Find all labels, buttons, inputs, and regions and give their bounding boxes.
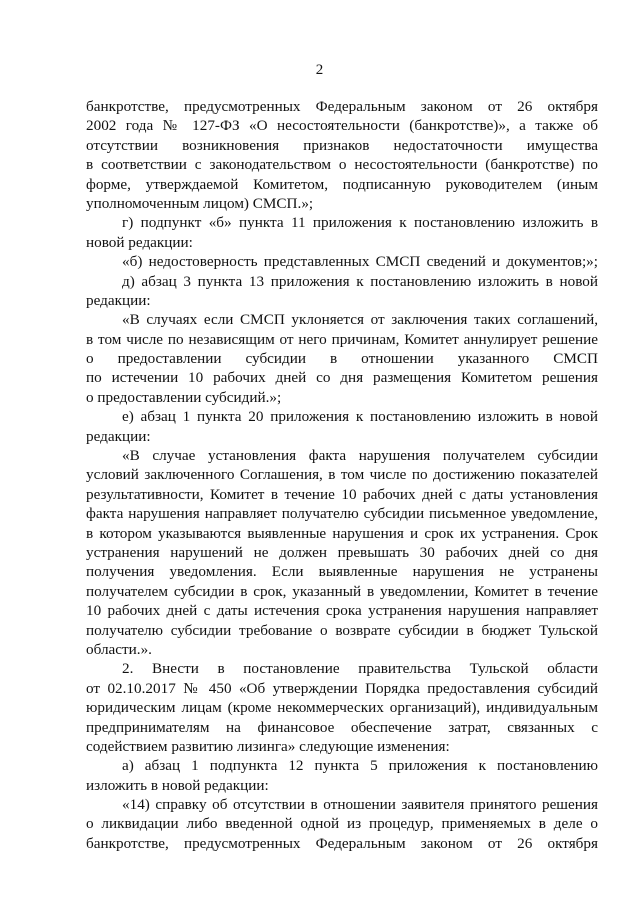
text-line: банкротстве, предусмотренных Федеральным законом от 26 октября bbox=[86, 98, 598, 115]
text-line: новой редакции: bbox=[86, 233, 193, 251]
text-line: факта нарушения направляет получателю субсидии письменное уведомление, bbox=[86, 505, 598, 523]
text-line: отсутствии возникновения признаков недостаточности имущества bbox=[86, 136, 598, 154]
text-line: получения уведомления. Если выявленные нарушения не устранены bbox=[86, 563, 598, 581]
text-line: д) абзац 3 пункта 13 приложения к постановлению изложить в новой bbox=[122, 272, 598, 290]
text-line: а) абзац 1 подпункта 12 пункта 5 приложения к постановлению bbox=[122, 757, 598, 775]
text-line: г) подпункт «б» пункта 11 приложения к постановлению изложить в bbox=[122, 214, 598, 232]
text-line: по истечении 10 рабочих дней со дня размещения Комитетом решения bbox=[86, 369, 598, 387]
text-line: 2. Внести в постановление правительства Тульской области bbox=[122, 660, 598, 678]
text-line: от 02.10.2017 № 450 «Об утверждении Порядка предоставления субсидий bbox=[86, 679, 598, 697]
text-line: «б) недостоверность представленных СМСП сведений и документов;»; bbox=[122, 253, 598, 271]
text-line: о предоставлении субсидии в отношении указанного СМСП bbox=[86, 350, 598, 368]
text-line: «14) справку об отсутствии в отношении заявителя принятого решения bbox=[122, 796, 598, 814]
text-line: «В случае установления факта нарушения получателем субсидии bbox=[122, 447, 598, 465]
text-line: о предоставлении субсидий.»; bbox=[86, 388, 282, 406]
text-line: форме, утверждаемой Комитетом, подписанную руководителем (иным bbox=[86, 175, 598, 193]
text-line: в котором указываются выявленные нарушения и срок их устранения. Срок bbox=[86, 524, 598, 542]
text-line: юридическим лицам (кроме некоммерческих организаций), индивидуальным bbox=[86, 699, 598, 717]
text-line: редакции: bbox=[86, 291, 151, 309]
text-line: в соответствии с законодательством о несостоятельности (банкротстве) по bbox=[86, 156, 598, 174]
text-line: области.». bbox=[86, 640, 152, 658]
text-line: уполномоченным лицом) СМСП.»; bbox=[86, 194, 314, 212]
text-line: 2002 года № 127-ФЗ «О несостоятельности (банкротстве)», а также об bbox=[86, 117, 598, 135]
document-body bbox=[86, 97, 598, 853]
text-line: результативности, Комитет в течение 10 рабочих дней с даты установления bbox=[86, 485, 598, 503]
text-line: о ликвидации либо введенной одной из процедур, применяемых в деле о bbox=[86, 815, 598, 833]
text-line: в том числе по независящим от него причинам, Комитет аннулирует решение bbox=[86, 330, 598, 348]
text-line: е) абзац 1 пункта 20 приложения к постановлению изложить в новой bbox=[122, 408, 598, 426]
text-line: «В случаях если СМСП уклоняется от заключения таких соглашений, bbox=[122, 311, 598, 329]
text-line: получателю субсидии требование о возврате субсидии в бюджет Тульской bbox=[86, 621, 598, 639]
text-line: банкротстве, предусмотренных Федеральным законом от 26 октября bbox=[86, 834, 598, 852]
page-number: 2 bbox=[315, 62, 324, 78]
text-line: получателем субсидии в срок, указанный в уведомлении, Комитет в течение bbox=[86, 582, 598, 600]
text-line: содействием развитию лизинга» следующие изменения: bbox=[86, 737, 450, 755]
text-line: устранения нарушений не должен превышать 30 рабочих дней со дня bbox=[86, 543, 598, 561]
text-line: условий заключенного Соглашения, в том числе по достижению показателей bbox=[86, 466, 598, 484]
text-line: изложить в новой редакции: bbox=[86, 776, 269, 794]
text-line: 10 рабочих дней с даты истечения срока устранения нарушения направляет bbox=[86, 602, 598, 620]
text-line: редакции: bbox=[86, 427, 151, 445]
text-line: предпринимателям на финансовое обеспечение затрат, связанных с bbox=[86, 718, 598, 736]
